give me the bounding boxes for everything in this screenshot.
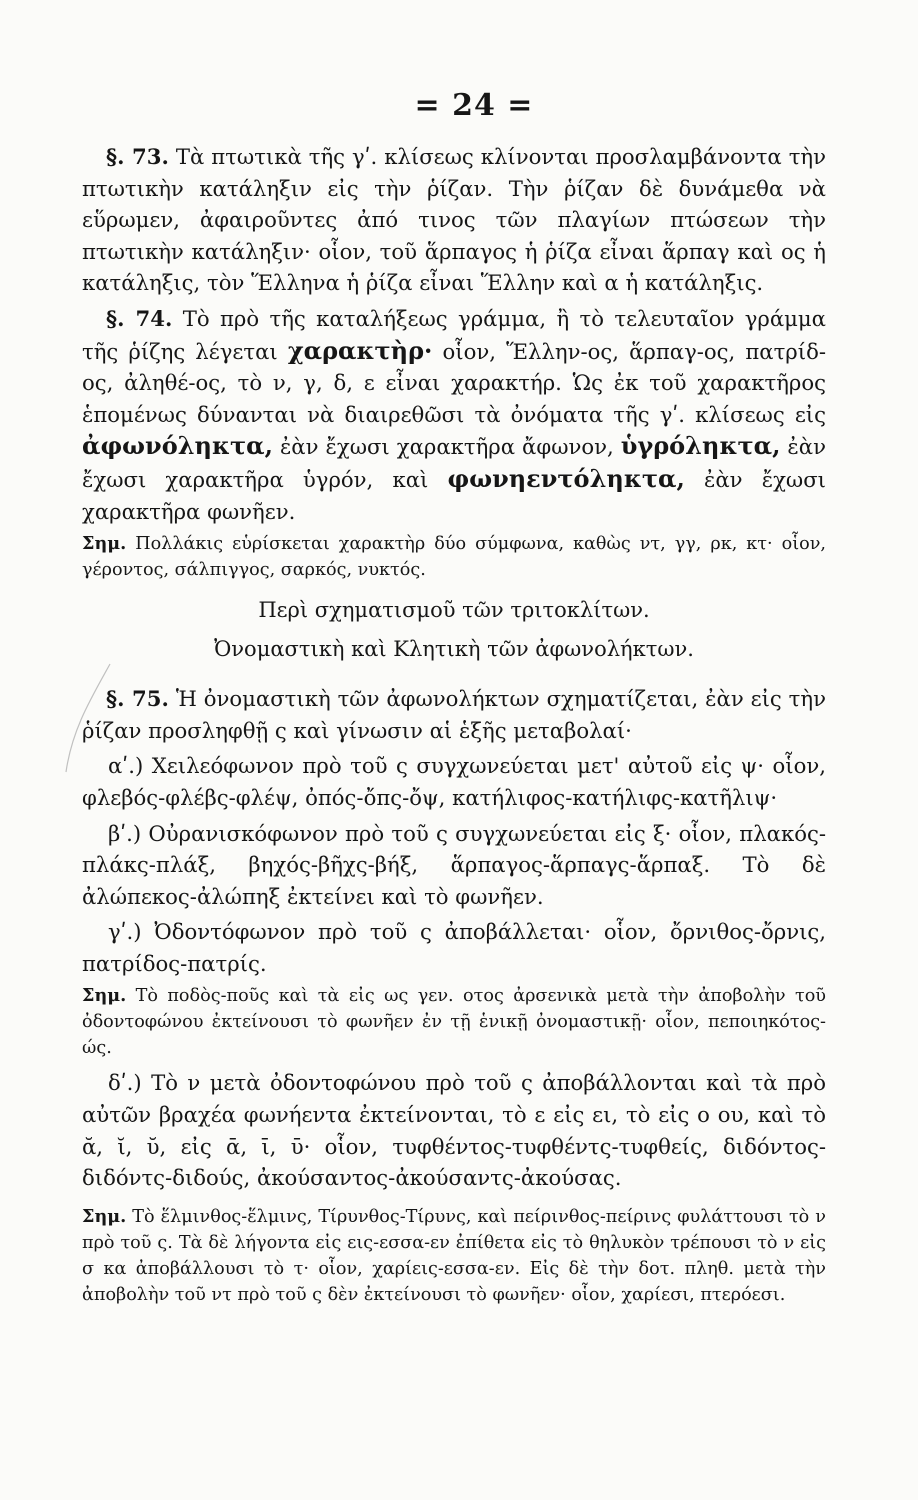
section-74-text-3: ἐὰν ἔχωσι χαρακτῆρα ἄφωνον, [279,434,614,460]
rule-item-c-text: Ὀδοντόφωνον πρὸ τοῦ ς ἀποβάλλεται· οἷον, ὄρνιθος-ὄρνις, πατρίδος-πατρίς. [82,919,826,976]
section-75-text: Ἡ ὀνομαστικὴ τῶν ἀφωνολήκτων σχηματίζεται, ἐὰν εἰς τὴν ῥίζαν προσληφθῇ ς καὶ γίνωσιν αἱ ἑξῆς μεταβολαί· [82,686,826,743]
rule-item-a-text: Χειλεόφωνον πρὸ τοῦ ς συγχωνεύεται μετ' αὐτοῦ εἰς ψ· οἷον, φλεβός-φλέβς-φλέψ, ὀπός-ὄπς-ὄψ, κατήλιφος-κατήλιφς-κατῆλιψ· [82,753,826,810]
rule-item-c-label: γʹ.) [108,919,142,945]
section-74-text-4: ἐὰν ἔχωσι χαρακτῆρα ὑγρόν, καὶ [82,434,826,492]
term-afonolikta: ἀφωνόληκτα, [82,431,273,461]
page-number: = 24 = [414,88,534,123]
note-3 [82,1204,826,1308]
note-2 [82,983,826,1061]
note-1 [82,531,826,583]
note-1-text: Πολλάκις εὑρίσκεται χαρακτὴρ δύο σύμφωνα, καθὼς ντ, γγ, ρκ, κτ· οἷον, γέροντος, σάλπιγγος, σαρκός, νυκτός. [82,534,827,581]
note-3-label: Σημ. [82,1205,127,1227]
note-2-label: Σημ. [82,985,127,1007]
section-heading: Περὶ σχηματισμοῦ τῶν τριτοκλίτων. [258,598,650,623]
section-73-text: Τὰ πτωτικὰ τῆς γʹ. κλίσεως κλίνονται προσλαμβάνοντα τὴν πτωτικὴν κατάληξιν εἰς τὴν ῥίζαν. Τὴν ῥίζαν δὲ δυνάμεθα νὰ εὕρωμεν, ἀφαιροῦντες ἀπό τινος τῶν πλαγίων πτώσεων τὴν πτωτικὴν κατάληξιν· οἷον, τοῦ ἅρπαγος ἡ ῥίζα εἶναι ἅρπαγ καὶ ος ἡ κατάληξις, τὸν Ἕλληνα ἡ ῥίζα εἶναι Ἕλλην καὶ α ἡ κατάληξις. [82,144,826,296]
section-75-number: §. 75. [106,686,169,712]
section-subheading: Ὀνομαστικὴ καὶ Κλητικὴ τῶν ἀφωνολήκτων. [214,637,694,662]
section-75 [82,683,826,746]
rule-item-c [82,916,826,979]
rule-item-b-text: Οὐρανισκόφωνον πρὸ τοῦ ς συγχωνεύεται εἰς ξ· οἷον, πλακός-πλάκς-πλάξ, βηχός-βῆχς-βήξ, ἅρπαγος-ἅρπαγς-ἅρπαξ. Τὸ δὲ ἀλώπεκος-ἀλώπηξ ἐκτείνει καὶ τὸ φωνῆεν. [82,820,826,909]
section-74-number: §. 74. [106,305,173,331]
term-ygrolikta: ὑγρόληκτα, [620,431,781,461]
rule-item-d-label: δʹ.) [108,1070,142,1096]
note-2-text: Τὸ ποδὸς-ποῦς καὶ τὰ εἰς ως γεν. οτος ἀρσενικὰ μετὰ τὴν ἀποβολὴν τοῦ ὀδοντοφώνου ἐκτείνουσι τὸ φωνῆεν ἐν τῇ ἑνικῇ ὀνομαστικῇ· οἷον, πεποιηκότος-ώς. [82,986,826,1059]
rule-item-b [82,818,826,913]
rule-item-a [82,750,826,813]
term-charaktir: χαρακτὴρ· [287,335,433,365]
note-3-text: Τὸ ἕλμινθος-ἕλμινς, Τίρυνθος-Τίρυνς, καὶ πείρινθος-πείρινς φυλάττουσι τὸ ν πρὸ τοῦ ς. Τὰ δὲ λήγοντα εἰς εις-εσσα-εν ἐπίθετα εἰς τὸ θηλυκὸν τρέπουσι τὸ ν εἰς σ κα ἀποβάλλουσι τὸ τ· οἷον, χαρίεις-εσσα-εν. Εἰς δὲ τὴν δοτ. πληθ. μετὰ τὴν ἀποβολὴν τοῦ ντ πρὸ τοῦ ς δὲν ἐκτείνουσι τὸ φωνῆεν· οἷον, χαρίεσι, πτερόεσι. [82,1206,826,1305]
section-73 [82,141,826,299]
rule-item-d [82,1067,826,1193]
section-74-text-1: Τὸ πρὸ τῆς καταλήξεως γράμμα, ἢ τὸ τελευταῖον γράμμα τῆς ῥίζης λέγεται [82,305,826,364]
section-74-text-2: οἷον, Ἕλλην-ος, ἅρπαγ-ος, πατρίδ-ος, ἀληθέ-ος, τὸ ν, γ, δ, ε εἶναι χαρακτήρ. Ὡς ἐκ τοῦ χαρακτῆρος ἑπομένως δύνανται νὰ διαιρεθῶσι τὰ ὀνόματα τῆς γʹ. κλίσεως εἰς [82,338,826,427]
section-74 [82,303,826,527]
section-73-number: §. 73. [106,144,169,169]
rule-item-a-label: αʹ.) [108,753,144,779]
note-1-label: Σημ. [82,533,127,555]
section-74-text-5: ἐὰν ἔχωσι χαρακτῆρα φωνῆεν. [82,466,826,524]
term-fonientolikta: φωνηεντόληκτα, [447,463,685,493]
rule-item-b-label: βʹ.) [108,820,142,846]
rule-item-d-text: Τὸ ν μετὰ ὀδοντοφώνου πρὸ τοῦ ς ἀποβάλλονται καὶ τὰ πρὸ αὐτῶν βραχέα φωνήεντα ἐκτείνονται, τὸ ε εἰς ει, τὸ εἰς ο ου, καὶ τὸ ᾰ, ῐ, ῠ, εἰς ᾱ, ῑ, ῡ· οἷον, τυφθέντος-τυφθέντς-τυφθείς, διδόντος-διδόντς-διδούς, ἀκούσαντος-ἀκούσαντς-ἀκούσας. [82,1070,826,1191]
